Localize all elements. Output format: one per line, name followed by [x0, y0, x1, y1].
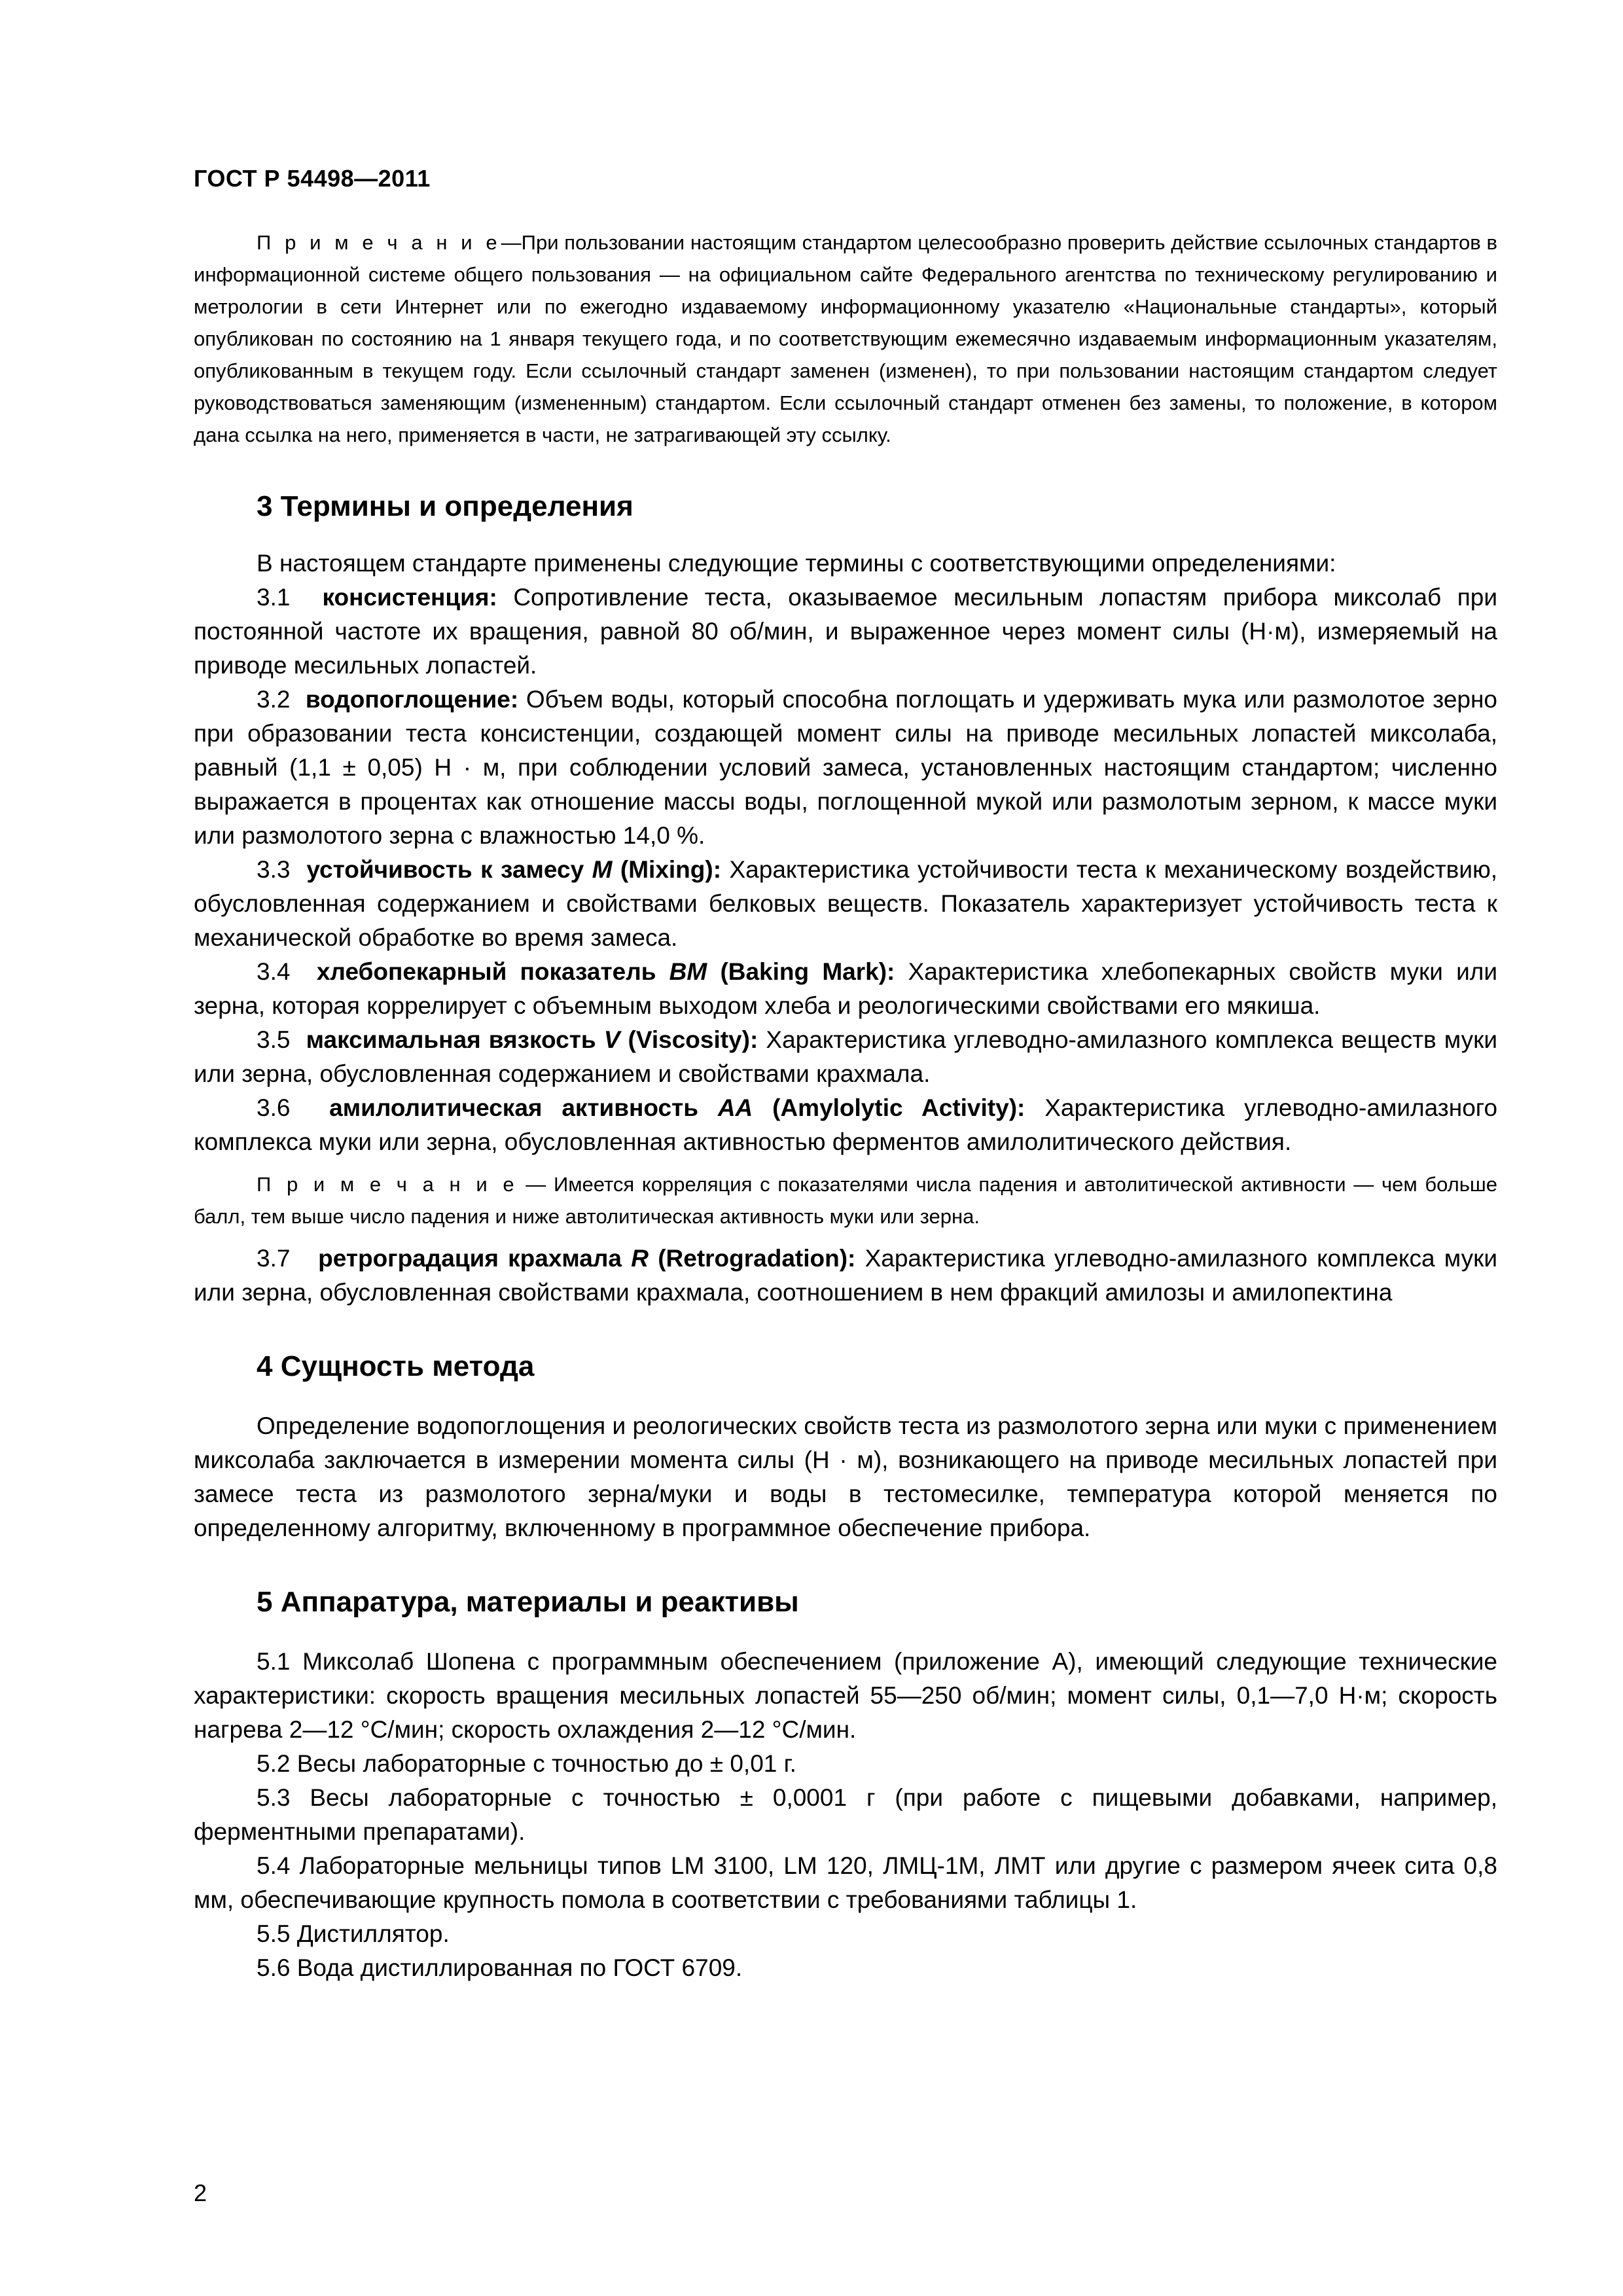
term-symbol: M [592, 856, 613, 883]
term-number: 3.2 [257, 686, 291, 713]
term-name: водопоглощение: [305, 686, 519, 713]
term-english: (Retrogradation): [658, 1245, 856, 1272]
term-definition: Характеристика углеводно-амилазного комплекса муки или зерна, обусловленная активностью ферментов амилолитического действия. [194, 1094, 1498, 1155]
term-name: хлебопекарный показатель [316, 958, 656, 985]
term-name: амилолитическая активность [329, 1094, 698, 1121]
note-label: П р и м е ч а н и е [257, 1173, 518, 1196]
term-definition: Характеристика углеводно-амилазного комплекса муки или зерна, обусловленная свойствами крахмала, соотношением в нем фракций амилозы и амилопектина [194, 1245, 1498, 1306]
term-symbol: AA [717, 1094, 753, 1121]
term-3-4 [194, 955, 1497, 1023]
section-4-text: Определение водопоглощения и реологических свойств теста из размолотого зерна или муки с применением миксолаба заключается в измерении момента силы (Н · м), возникающего на приводе месильных лопастей при замесе теста из размолотого зерна/муки и воды в тестомесилке, температура которой меняется по определенному алгоритму, включенному в программное обеспечение прибора. [194, 1412, 1497, 1541]
term-english: (Mixing): [620, 856, 722, 883]
term-number: 3.1 [257, 584, 291, 611]
term-name: устойчивость к замесу [306, 856, 584, 883]
term-3-1 [194, 581, 1497, 683]
document-id-header: ГОСТ Р 54498—2011 [194, 165, 431, 192]
term-definition: Характеристика углеводно-амилазного комплекса веществ муки или зерна, обусловленная содержанием и свойствами крахмала. [194, 1026, 1498, 1087]
equipment-item: 5.3 Весы лабораторные с точностью ± 0,0001 г (при работе с пищевыми добавками, например, ферментными препаратами). [194, 1784, 1497, 1845]
note-text: —При пользовании настоящим стандартом целесообразно проверить действие ссылочных стандартов в информационной системе общего пользования — на официальном сайте Федерального агентства по техническому регулированию и метрологии в сети Интернет или по ежегодно издаваемому информационному указателю «Национальные стандарты», который опубликован по состоянию на 1 января текущего года, и по соответствующим ежемесячно издаваемым информационным указателям, опубликованным в текущем году. Если ссылочный стандарт заменен (изменен), то при пользовании настоящим стандартом следует руководствоваться заменяющим (измененным) стандартом. Если ссылочный стандарт отменен без замены, то положение, в котором дана ссылка на него, применяется в части, не затрагивающей эту ссылку. [194, 231, 1497, 446]
term-number: 3.4 [257, 958, 291, 985]
note-text: — Имеется корреляция с показателями числа падения и автолитической активности — чем больше балл, тем выше число падения и ниже автолитическая активность муки или зерна. [194, 1173, 1497, 1228]
term-name: ретроградация крахмала [318, 1245, 622, 1272]
equipment-item: 5.1 Миксолаб Шопена с программным обеспечением (приложение А), имеющий следующие технические характеристики: скорость вращения месильных лопастей 55—250 об/мин; момент силы, 0,1—7,0 Н·м; скорость нагрева 2—12 °С/мин; скорость охлаждения 2—12 °С/мин. [194, 1648, 1497, 1743]
term-definition: Характеристика устойчивости теста к механическому воздействию, обусловленная содержанием и свойствами белковых веществ. Показатель характеризует устойчивость теста к механической обработке во время замеса. [194, 856, 1498, 951]
term-3-6 [194, 1091, 1497, 1159]
equipment-item: 5.4 Лабораторные мельницы типов LM 3100, LM 120, ЛМЦ-1М, ЛМТ или другие с размером ячеек сита 0,8 мм, обеспечивающие крупность помола в соответствии с требованиями таблицы 1. [194, 1852, 1497, 1913]
equipment-item: 5.6 Вода дистиллированная по ГОСТ 6709. [257, 1954, 743, 1981]
term-english: (Viscosity): [628, 1026, 758, 1053]
term-3-5 [194, 1023, 1497, 1091]
term-symbol: BM [669, 958, 707, 985]
term-number: 3.6 [257, 1094, 291, 1121]
term-symbol: V [603, 1026, 620, 1053]
equipment-item: 5.5 Дистиллятор. [257, 1920, 450, 1947]
section-3-intro: В настоящем стандарте применены следующие термины с соответствующими определениями: [257, 550, 1336, 577]
section-5-title: 5 Аппаратура, материалы и реактивы [257, 1586, 799, 1618]
page-number: 2 [194, 2179, 207, 2206]
term-english: (Baking Mark): [720, 958, 895, 985]
term-3-3 [194, 853, 1497, 955]
term-definition: Сопротивление теста, оказываемое месильным лопастям прибора миксолаб при постоянной частоте их вращения, равной 80 об/мин, и выраженное через момент силы (Н·м), измеряемый на приводе месильных лопастей. [194, 584, 1497, 679]
term-number: 3.3 [257, 856, 291, 883]
term-definition: Характеристика хлебопекарных свойств муки или зерна, которая коррелирует с объемным выходом хлеба и реологическими свойствами его мякиша. [194, 958, 1498, 1019]
term-symbol: R [631, 1245, 649, 1272]
page-content [194, 223, 1497, 1985]
equipment-item: 5.2 Весы лабораторные с точностью до ± 0,01 г. [257, 1750, 796, 1777]
term-number: 3.5 [257, 1026, 291, 1053]
note-label: П р и м е ч а н и е [257, 231, 501, 254]
reference-note [194, 226, 1497, 451]
term-3-7 [194, 1242, 1497, 1310]
amylolytic-note [194, 1168, 1497, 1232]
term-3-2 [194, 683, 1497, 853]
term-definition: Объем воды, который способна поглощать и удерживать мука или размолотое зерно при образовании теста консистенции, создающей момент силы на приводе месильных лопастей миксолаба, равный (1,1 ± 0,05) Н · м, при соблюдении условий замеса, установленных настоящим стандартом; численно выражается в процентах как отношение массы воды, поглощенной мукой или размолотым зерном, к массе муки или размолотого зерна с влажностью 14,0 %. [194, 686, 1497, 849]
term-english: (Amylolytic Activity): [772, 1094, 1026, 1121]
section-4-title: 4 Сущность метода [257, 1350, 535, 1382]
term-name: консистенция: [322, 584, 497, 611]
section-3-title: 3 Термины и определения [257, 490, 633, 522]
term-number: 3.7 [257, 1245, 291, 1272]
term-name: максимальная вязкость [306, 1026, 596, 1053]
